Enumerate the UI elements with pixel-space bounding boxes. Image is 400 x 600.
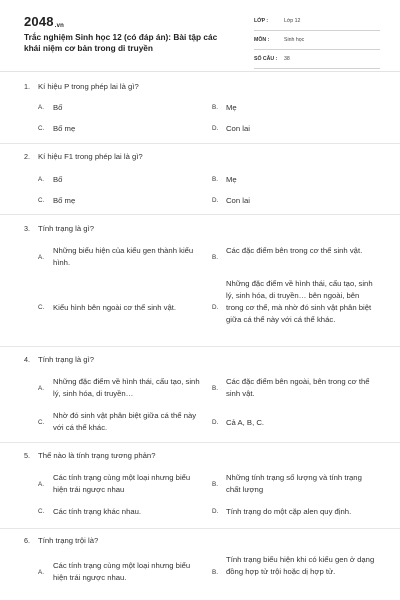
option-text: Những đặc điểm về hình thái, cấu tạo, sinh lý, sinh hóa, di truyền… — [53, 377, 200, 398]
brand-suffix: .vn — [54, 23, 65, 29]
meta-subject — [254, 31, 380, 50]
meta-count-key: SỐ CÂU : — [254, 56, 278, 62]
option-text: Các tính trạng cùng một loại nhưng biểu hiện trái ngược nhau. — [53, 561, 191, 582]
option-letter: B. — [212, 569, 218, 576]
option-letter: B. — [212, 176, 218, 183]
question-text: Kí hiệu P trong phép lai là gì? — [38, 82, 139, 91]
option-letter: C. — [38, 304, 45, 311]
document-title: Trắc nghiệm Sinh học 12 (có đáp án): Bài tập các khái niệm cơ bản trong di truyền — [24, 32, 218, 53]
option-letter: D. — [212, 508, 219, 515]
option-text: Mẹ — [226, 103, 237, 112]
question-number: 3. — [24, 224, 30, 233]
header-divider — [0, 71, 400, 72]
question-number: 5. — [24, 451, 30, 460]
option-text: Con lai — [226, 196, 250, 205]
option-text: Bố — [53, 175, 63, 184]
question-number: 2. — [24, 152, 30, 161]
question-text: Tính trạng trội là? — [38, 536, 99, 545]
option-text: Con lai — [226, 124, 250, 133]
meta-count-value: 38 — [284, 56, 290, 62]
option-letter: A. — [38, 481, 44, 488]
option-text: Các tính trạng khác nhau. — [53, 507, 142, 516]
question-text: Tính trạng là gì? — [38, 224, 94, 233]
brand-logo[interactable] — [24, 14, 64, 29]
option-text: Kiểu hình bên ngoài cơ thể sinh vật. — [53, 303, 176, 312]
question-text: Thế nào là tính trạng tương phản? — [38, 451, 156, 460]
option-letter: C. — [38, 125, 45, 132]
option-text: Bố — [53, 103, 63, 112]
option-letter: A. — [38, 385, 44, 392]
option-letter: B. — [212, 104, 218, 111]
question-number: 6. — [24, 536, 30, 545]
question-number: 1. — [24, 82, 30, 91]
document-header — [0, 0, 400, 68]
option-letter: A. — [38, 104, 44, 111]
option-letter: B. — [212, 254, 218, 261]
question-text: Kí hiệu F1 trong phép lai là gì? — [38, 152, 143, 161]
question-number: 4. — [24, 355, 30, 364]
option-text: Tính trạng biểu hiện khi có kiểu gen ở dạng đồng hợp tử trội hoặc dị hợp tử. — [226, 555, 375, 576]
meta-subject-key: MÔN : — [254, 37, 270, 43]
option-text: Bố mẹ — [53, 196, 76, 205]
option-letter: D. — [212, 419, 219, 426]
option-text: Nhờ đó sinh vật phân biệt giữa cá thể này với cá thể khác. — [53, 411, 197, 432]
option-letter: C. — [38, 419, 45, 426]
meta-count — [254, 50, 380, 69]
option-text: Các đặc điểm bên trong cơ thể sinh vật. — [226, 246, 363, 255]
option-letter: D. — [212, 125, 219, 132]
question-divider — [0, 143, 400, 144]
question-divider — [0, 442, 400, 443]
question-text: Tính trạng là gì? — [38, 355, 94, 364]
option-letter: B. — [212, 481, 218, 488]
option-text: Bố mẹ — [53, 124, 76, 133]
option-letter: A. — [38, 176, 44, 183]
question-divider — [0, 528, 400, 529]
option-text: Cả A, B, C. — [226, 418, 265, 427]
option-text: Những đặc điểm về hình thái, cấu tạo, sinh lý, sinh hóa, di truyền… bên ngoài, bên trong cơ thể, mà nhờ đó sinh vật phân biệt giữa cá thể này với cá thể khác. — [226, 279, 373, 324]
question-divider — [0, 346, 400, 347]
option-text: Mẹ — [226, 175, 237, 184]
option-letter: B. — [212, 385, 218, 392]
document-meta — [254, 12, 380, 69]
option-text: Các đặc điểm bên ngoài, bên trong cơ thể sinh vật. — [226, 377, 370, 398]
meta-grade — [254, 12, 380, 31]
option-text: Tính trạng do một cặp alen quy định. — [226, 507, 352, 516]
option-letter: A. — [38, 569, 44, 576]
brand-name: 2048 — [24, 14, 54, 29]
option-letter: D. — [212, 304, 219, 311]
option-letter: C. — [38, 508, 45, 515]
option-letter: C. — [38, 197, 45, 204]
meta-grade-key: LỚP : — [254, 18, 269, 24]
option-text: Những tính trạng số lượng và tính trạng chất lượng — [226, 473, 362, 494]
option-text: Những biểu hiện của kiểu gen thành kiểu hình. — [53, 246, 194, 267]
option-letter: D. — [212, 197, 219, 204]
question-divider — [0, 214, 400, 215]
meta-subject-value: Sinh học — [284, 37, 305, 43]
option-letter: A. — [38, 254, 44, 261]
meta-grade-value: Lớp 12 — [284, 18, 301, 24]
option-text: Các tính trạng cùng một loại nhưng biểu hiện trái ngược nhau — [53, 473, 191, 494]
